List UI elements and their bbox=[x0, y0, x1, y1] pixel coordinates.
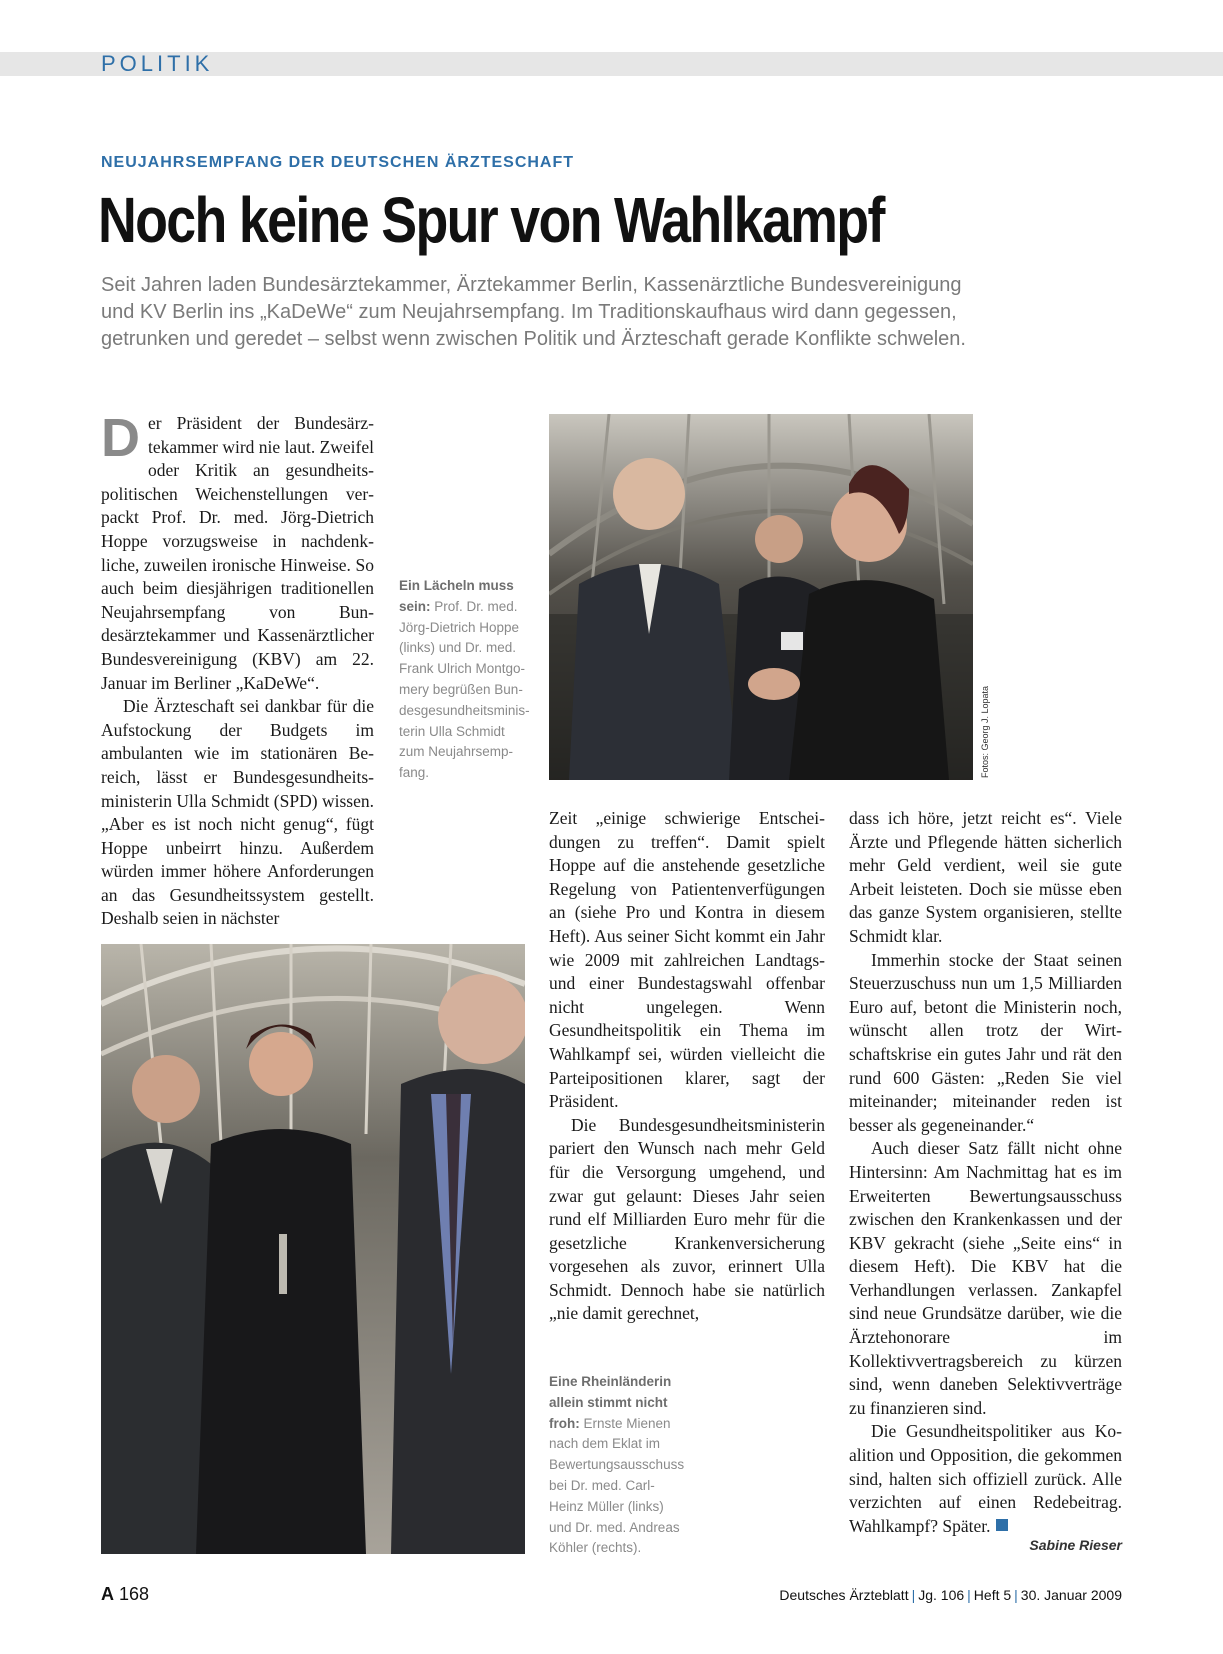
separator: | bbox=[967, 1587, 971, 1603]
text-column-3 bbox=[849, 807, 1122, 1538]
caption-text: Prof. Dr. med. Jörg-Dietrich Hoppe (links) und Dr. med. Frank Ulrich Montgomery begrüßen Bundesgesundheitsministerin Ulla Schmidt zum Neujahrsempfang. bbox=[399, 598, 530, 781]
photo-credit: Fotos: Georg J. Lopata bbox=[980, 685, 990, 778]
article-headline: Noch keine Spur von Wahlkampf bbox=[98, 184, 884, 256]
page-number: 168 bbox=[119, 1584, 150, 1604]
paragraph: Die Ärzteschaft sei dankbar für die Aufstockung der Budgets im ambulanten wie im stationären Bereich, lässt er Bundesgesundheitsministerin Ulla Schmidt (SPD) wissen. „Aber es ist noch nicht genug“, fügt Hoppe unbeirrt hinzu. Außerdem würden immer höhere Anforderungen an das Gesundheitssystem gestellt. Deshalb seien in nächster bbox=[101, 696, 374, 929]
photo-caption-1 bbox=[399, 576, 534, 784]
caption-title: Ein Lächeln muss sein: bbox=[399, 578, 514, 614]
caption-text: Ernste Mienen nach dem Eklat im Bewertungsausschuss bei Dr. med. Carl-Heinz Müller (links) und Dr. med. Andreas Köhler (rechts). bbox=[549, 1415, 685, 1556]
paragraph: Immerhin stocke der Staat seinen Steuerzuschuss nun um 1,5 Milliarden Euro auf, betont die Ministerin noch, wünscht allen trotz der Wirtschaftskrise ein gutes Jahr und rät den rund 600 Gästen: „Reden Sie viel miteinander; miteinander reden ist besser als gegeneinander.“ bbox=[849, 949, 1122, 1135]
paragraph: er Präsident der Bundesärztekammer wird nie laut. Zweifel oder Kritik an gesundheitspolitischen Weichenstellungen verpackt Prof. Dr. med. Jörg-Dietrich Hoppe vorzugsweise in nachdenkliche, zuweilen ironische Hinweise. So auch beim diesjährigen traditionellen Neujahrsempfang von Bundesärztekammer und Kassenärztlicher Bundesvereinigung (KBV) am 22. Januar im Berliner „KaDeWe“. bbox=[101, 413, 374, 693]
text-column-2 bbox=[549, 807, 825, 1326]
drop-cap: D bbox=[101, 408, 140, 468]
photo-serious-faces bbox=[101, 944, 525, 1554]
page-folio bbox=[101, 1584, 149, 1605]
page-prefix: A bbox=[101, 1584, 114, 1604]
separator: | bbox=[911, 1587, 916, 1603]
paragraph: Zeit „einige schwierige Entscheidungen zu treffen“. Damit spielt Hoppe auf die anstehende gesetzliche Regelung von Patientenverfügungen an (siehe Pro und Kontra in diesem Heft). Aus seiner Sicht kommt ein Jahr wie 2009 mit zahlreichen Landtags- und einer Bundestagswahl offenbar nicht ungelegen. Wenn Gesundheitspolitik ein Thema im Wahlkampf sei, würden vielleicht die Parteipositionen klarer, sagt der Präsident. bbox=[549, 808, 825, 1112]
journal-volume: Jg. 106 bbox=[918, 1587, 965, 1603]
paragraph-text: Die Gesundheitspolitiker aus Koalition und Opposition, die gekommen sind, halten sich offiziell zurück. Alle verzichten auf einen Redebeitrag. Wahlkampf? Später. bbox=[849, 1421, 1122, 1536]
journal-footer bbox=[779, 1587, 1122, 1603]
journal-name: Deutsches Ärzteblatt bbox=[779, 1587, 909, 1603]
paragraph: dass ich höre, jetzt reicht es“. Viele Ärzte und Pflegende hätten sicherlich mehr Geld verdient, weil sie gute Arbeit leisteten. Doch sie müsse eben das ganze System organisieren, stellte Schmidt klar. bbox=[849, 808, 1122, 946]
photo-caption-2 bbox=[549, 1372, 689, 1559]
end-mark-icon bbox=[996, 1519, 1008, 1531]
text-column-1 bbox=[101, 408, 374, 931]
photo-reception-greeting bbox=[549, 414, 973, 780]
photo-illustration bbox=[549, 414, 973, 780]
lead-line: getrunken und geredet – selbst wenn zwischen Politik und Ärzteschaft gerade Konflikte schwelen. bbox=[101, 328, 966, 350]
journal-issue: Heft 5 bbox=[973, 1587, 1012, 1603]
lead-line: Seit Jahren laden Bundesärztekammer, Ärztekammer Berlin, Kassenärztliche Bundesvereinigung bbox=[101, 274, 962, 296]
paragraph: Auch dieser Satz fällt nicht ohne Hintersinn: Am Nachmittag hat es im Erweiterten Bewertungsausschuss zwischen den Krankenkassen und der KBV gekracht (siehe „Seite eins“ in diesem Heft). Die KBV hat die Verhandlungen verlassen. Zankapfel sind neue Grundsätze darüber, wie die Ärztehonorare im Kollektivvertragsbereich zu kürzen sind, wenn daneben Selektivverträge zu finanzieren sind. bbox=[849, 1138, 1122, 1418]
section-label: POLITIK bbox=[101, 51, 214, 76]
journal-date: 30. Januar 2009 bbox=[1020, 1587, 1122, 1603]
photo-illustration bbox=[101, 944, 525, 1554]
author-byline: Sabine Rieser bbox=[1029, 1537, 1122, 1553]
article-kicker: NEUJAHRSEMPFANG DER DEUTSCHEN ÄRZTESCHAFT bbox=[101, 154, 575, 171]
caption-title: Eine Rheinländerin allein stimmt nicht froh: bbox=[549, 1374, 672, 1431]
article-lead bbox=[101, 272, 1131, 353]
paragraph bbox=[849, 1420, 1122, 1538]
lead-line: und KV Berlin ins „KaDeWe“ zum Neujahrsempfang. Im Traditionskaufhaus wird dann gegessen, bbox=[101, 301, 957, 323]
paragraph: Die Bundesgesundheitsministerin pariert den Wunsch nach mehr Geld für die Versorgung umgehend, und zwar gut gelaunt: Dieses Jahr seien rund elf Milliarden Euro mehr für die gesetzliche Krankenversicherung vorgesehen als zuvor, erinnert Ulla Schmidt. Dennoch habe sie natürlich „nie damit gerechnet, bbox=[549, 1114, 825, 1324]
separator: | bbox=[1014, 1587, 1018, 1603]
